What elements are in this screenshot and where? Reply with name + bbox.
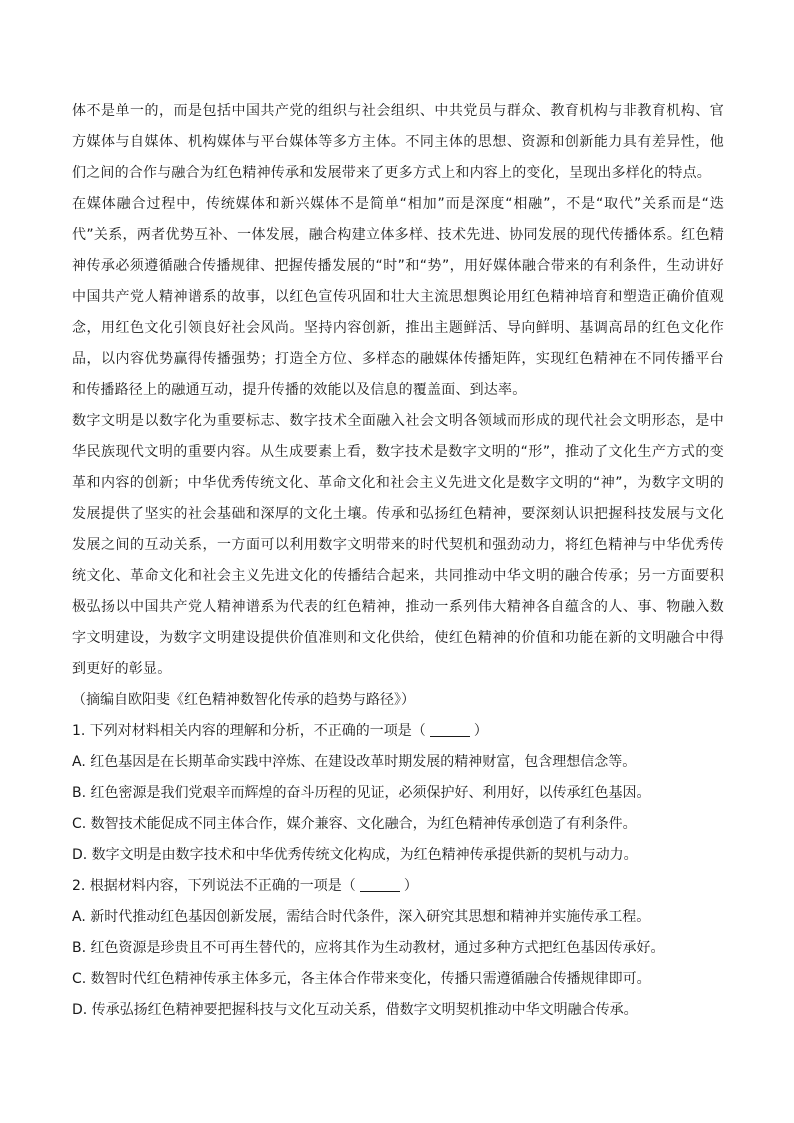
passage-paragraph-3: 数字文明是以数字化为重要标志、数字技术全面融入社会文明各领域而形成的现代社会文明形态，是中华民族现代文明的重要内容。从生成要素上看，数字技术是数字文明的“形”，推动了文化生产方式的变革和内容的创新；中华优秀传统文化、革命文化和社会主义先进文化是数字文明的“神”，为数字文明的发展提供了坚实的社会基础和深厚的文化土壤。传承和弘扬红色精神，要深刻认识把握科技发展与文化发展之间的互动关系，一方面可以利用数字文明带来的时代契机和强劲动力，将红色精神与中华优秀传统文化、革命文化和社会主义先进文化的传播结合起来，共同推动中华文明的融合传承；另一方面要积极弘扬以中国共产党人精神谱系为代表的红色精神，推动一系列伟大精神各自蕴含的人、事、物融入数字文明建设，为数字文明建设提供价值准则和文化供给，使红色精神的价值和功能在新的文明融合中得到更好的彰显。 xyxy=(72,413,724,677)
question-1 xyxy=(72,716,724,871)
question-2-option-d: D. 传承弘扬红色精神要把握科技与文化互动关系，借数字文明契机推动中华文明融合传承。 xyxy=(72,1002,638,1018)
question-2-stem-text: 2. 根据材料内容，下列说法不正确的一项是（ xyxy=(72,878,356,894)
question-1-option-a: A. 红色基因是在长期革命实践中淬炼、在建设改革时期发展的精神财富，包含理想信念等。 xyxy=(72,754,637,770)
answer-blank[interactable] xyxy=(360,877,400,892)
document-page xyxy=(72,96,724,1026)
question-1-stem xyxy=(72,716,724,747)
question-1-stem-close: ） xyxy=(473,723,488,739)
answer-blank[interactable] xyxy=(430,722,470,737)
question-2-option-b: B. 红色资源是珍贵且不可再生替代的，应将其作为生动教材，通过多种方式把红色基因传承好。 xyxy=(72,940,665,956)
question-1-option-b: B. 红色密源是我们党艰辛而辉煌的奋斗历程的见证，必须保护好、利用好，以传承红色基因。 xyxy=(72,785,651,801)
question-2-option-a: A. 新时代推动红色基因创新发展，需结合时代条件，深入研究其思想和精神并实施传承工程。 xyxy=(72,909,651,925)
passage-paragraph-2: 在媒体融合过程中，传统媒体和新兴媒体不是简单“相加”而是深度“相融”，不是“取代”关系而是“迭代”关系，两者优势互补、一体发展，融合构建立体多样、技术先进、协同发展的现代传播体系。红色精神传承必须遵循融合传播规律、把握传播发展的“时”和“势”，用好媒体融合带来的有利条件，生动讲好中国共产党人精神谱系的故事，以红色宣传巩固和壮大主流思想舆论用红色精神培育和塑造正确价值观念，用红色文化引领良好社会风尚。坚持内容创新，推出主题鲜活、导向鲜明、基调高昂的红色文化作品，以内容优势赢得传播强势；打造全方位、多样态的融媒体传播矩阵，实现红色精神在不同传播平台和传播路径上的融通互动，提升传播的效能以及信息的覆盖面、到达率。 xyxy=(72,196,724,398)
passage-source: （摘编自欧阳斐《红色精神数智化传承的趋势与路径》） xyxy=(72,692,415,708)
question-2-stem xyxy=(72,871,724,902)
question-2-stem-close: ） xyxy=(403,878,418,894)
passage-paragraph-1: 体不是单一的，而是包括中国共产党的组织与社会组织、中共党员与群众、教育机构与非教育机构、官方媒体与自媒体、机构媒体与平台媒体等多方主体。不同主体的思想、资源和创新能力具有差异性，他们之间的合作与融合为红色精神传承和发展带来了更多方式上和内容上的变化，呈现出多样化的特点。 xyxy=(72,103,724,181)
question-1-option-d: D. 数字文明是由数字技术和中华优秀传统文化构成，为红色精神传承提供新的契机与动力。 xyxy=(72,847,638,863)
question-2-option-c: C. 数智时代红色精神传承主体多元，各主体合作带来变化，传播只需遵循融合传播规律即可。 xyxy=(72,971,651,987)
question-2 xyxy=(72,871,724,1026)
question-1-stem-text: 1. 下列对材料相关内容的理解和分析，不正确的一项是（ xyxy=(72,723,426,739)
question-1-option-c: C. 数智技术能促成不同主体合作，媒介兼容、文化融合，为红色精神传承创造了有利条件。 xyxy=(72,816,637,832)
